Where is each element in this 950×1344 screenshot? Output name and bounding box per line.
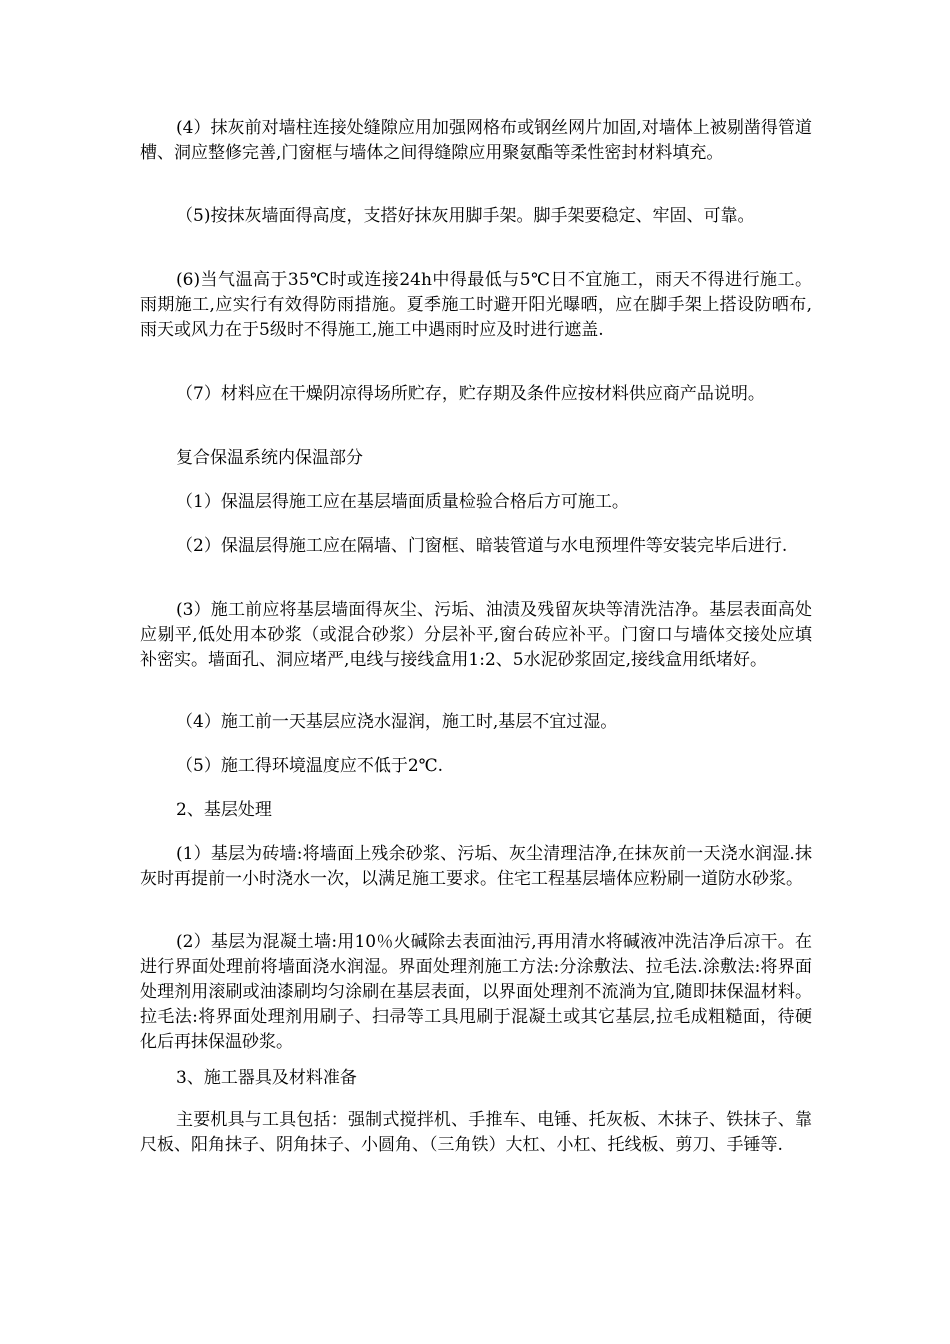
paragraph-insulation-3: (3）施工前应将基层墙面得灰尘、污垢、油渍及残留灰块等清洗洁净。基层表面高处应剔平,低处用本砂浆（或混合砂浆）分层补平,窗台砖应补平。门窗口与墙体交接处应填补密实。墙面孔、洞应堵严,电线与接线盒用1:2、5水泥砂浆固定,接线盒用纸堵好。 [140,600,812,670]
paragraph-brick-wall: (1）基层为砖墙:将墙面上残余砂浆、污垢、灰尘清理洁净,在抹灰前一天浇水润湿.抹灰时再提前一小时浇水一次，以满足施工要求。住宅工程基层墙体应粉刷一道防水砂浆。 [140,844,812,889]
paragraph-material-storage: （7）材料应在干燥阴凉得场所贮存，贮存期及条件应按材料供应商产品说明。 [176,384,765,404]
paragraph-insulation-5: （5）施工得环境温度应不低于2℃. [176,756,444,776]
paragraph-plaster-reinforcement: (4）抹灰前对墙柱连接处缝隙应用加强网格布或钢丝网片加固,对墙体上被剔凿得管道槽、洞应整修完善,门窗框与墙体之间得缝隙应用聚氨酯等柔性密封材料填充。 [140,118,812,163]
paragraph-tools-list: 主要机具与工具包括：强制式搅拌机、手推车、电锤、托灰板、木抹子、铁抹子、靠尺板、阳角抹子、阴角抹子、小圆角、（三角铁）大杠、小杠、托线板、剪刀、手锤等. [140,1110,812,1155]
paragraph-scaffold: （5)按抹灰墙面得高度，支搭好抹灰用脚手架。脚手架要稳定、牢固、可靠。 [176,206,755,226]
section-heading-tools: 3、施工器具及材料准备 [176,1068,357,1088]
paragraph-concrete-wall: (2）基层为混凝土墙:用10％火碱除去表面油污,再用清水将碱液冲洗洁净后凉干。在进行界面处理前将墙面浇水润湿。界面处理剂施工方法:分涂敷法、拉毛法.涂敷法:将界面处理剂用滚刷或油漆刷均匀涂刷在基层表面，以界面处理剂不流淌为宜,随即抹保温材料。拉毛法:将界面处理剂用刷子、扫帚等工具甩刷于混凝土或其它基层,拉毛成粗糙面，待硬化后再抹保温砂浆。 [140,932,812,1052]
paragraph-weather: (6)当气温高于35℃时或连接24h中得最低与5℃日不宜施工，雨天不得进行施工。雨期施工,应实行有效得防雨措施。夏季施工时避开阳光曝晒，应在脚手架上搭设防晒布,雨天或风力在于5级时不得施工,施工中遇雨时应及时进行遮盖. [140,270,812,340]
paragraph-insulation-2: （2）保温层得施工应在隔墙、门窗框、暗装管道与水电预埋件等安装完毕后进行. [176,536,788,556]
paragraph-insulation-1: （1）保温层得施工应在基层墙面质量检验合格后方可施工。 [176,492,629,512]
paragraph-insulation-4: （4）施工前一天基层应浇水湿润，施工时,基层不宜过湿。 [176,712,618,732]
section-heading-base-treatment: 2、基层处理 [176,800,272,820]
section-heading-internal-insulation: 复合保温系统内保温部分 [176,448,363,468]
